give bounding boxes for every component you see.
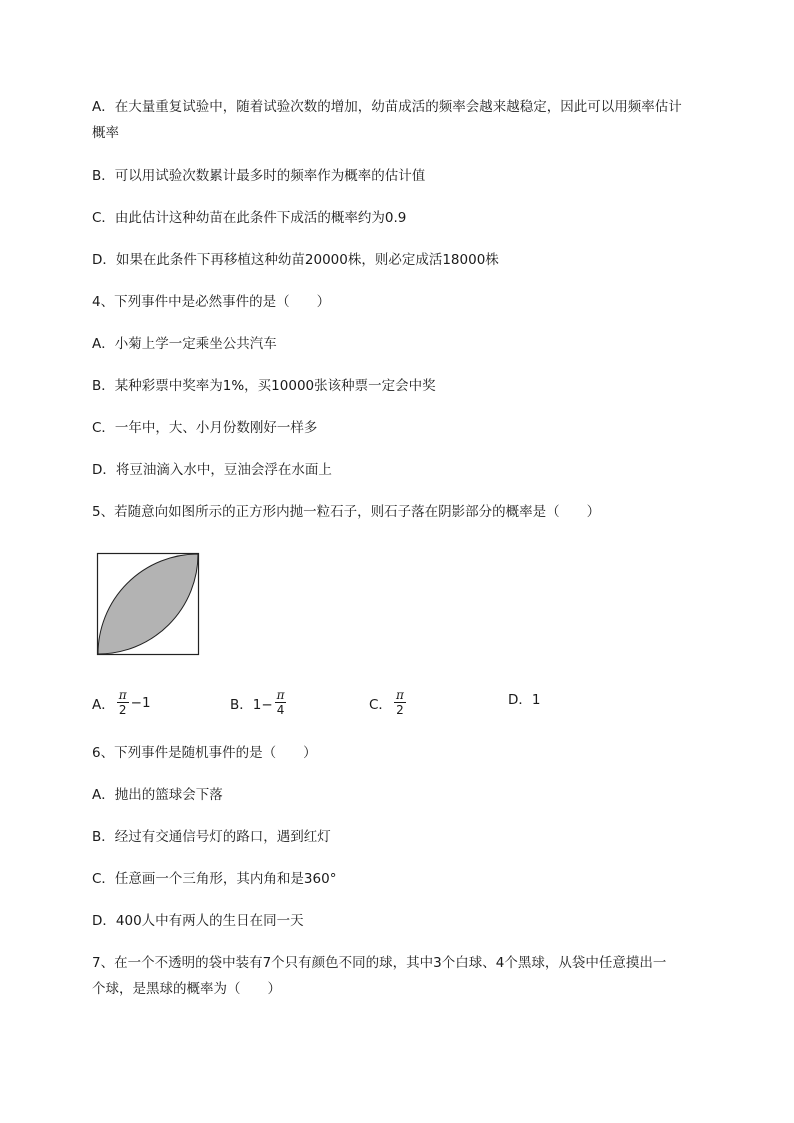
q5-option-a bbox=[92, 688, 151, 718]
pi-over-4-fraction bbox=[275, 688, 287, 718]
q4-stem: 4、下列事件中是必然事件的是（ ） bbox=[92, 294, 331, 310]
q6-option-c: C．任意画一个三角形，其内角和是360° bbox=[92, 871, 337, 887]
q3-option-b: B．可以用试验次数累计最多时的频率作为概率的估计值 bbox=[92, 168, 426, 184]
q5-square-figure bbox=[96, 552, 200, 660]
q5-option-b-prefix: B．1− bbox=[230, 697, 273, 713]
q5-option-d bbox=[508, 688, 540, 708]
q3-option-d: D．如果在此条件下再移植这种幼苗20000株，则必定成活18000株 bbox=[92, 252, 499, 268]
fraction-numerator: π bbox=[395, 688, 404, 702]
q7-stem-line2: 个球，是黑球的概率为（ ） bbox=[92, 981, 281, 997]
q3-option-a-line2: 概率 bbox=[92, 125, 119, 141]
pi-over-2-fraction bbox=[117, 688, 129, 718]
q5-option-b bbox=[230, 688, 289, 718]
q5-option-a-suffix: −1 bbox=[130, 695, 151, 711]
q6-option-d: D．400人中有两人的生日在同一天 bbox=[92, 913, 304, 929]
q5-option-c-prefix: C． bbox=[369, 697, 392, 713]
q4-option-a: A．小菊上学一定乘坐公共汽车 bbox=[92, 336, 277, 352]
fraction-numerator: π bbox=[276, 688, 285, 702]
fraction-denominator: 2 bbox=[396, 703, 404, 717]
q6-option-b: B．经过有交通信号灯的路口，遇到红灯 bbox=[92, 829, 331, 845]
q6-option-a: A．抛出的篮球会下落 bbox=[92, 787, 223, 803]
fraction-denominator: 2 bbox=[118, 703, 127, 717]
pi-over-2-fraction bbox=[394, 688, 406, 718]
fraction-denominator: 4 bbox=[276, 703, 285, 717]
q6-stem: 6、下列事件是随机事件的是（ ） bbox=[92, 745, 317, 761]
shaded-lens-region bbox=[98, 554, 198, 654]
q5-option-d-text: D．1 bbox=[508, 692, 541, 708]
q3-option-c: C．由此估计这种幼苗在此条件下成活的概率约为0.9 bbox=[92, 210, 407, 226]
q7-stem-line1: 7、在一个不透明的袋中装有7个只有颜色不同的球，其中3个白球、4个黑球，从袋中任意摸出一 bbox=[92, 955, 667, 971]
q4-option-c: C．一年中，大、小月份数刚好一样多 bbox=[92, 420, 318, 436]
q3-option-a-line1: A．在大量重复试验中，随着试验次数的增加，幼苗成活的频率会越来越稳定，因此可以用频率估计 bbox=[92, 99, 682, 115]
q4-option-d: D．将豆油滴入水中，豆油会浮在水面上 bbox=[92, 462, 332, 478]
square-with-shaded-lens-diagram bbox=[96, 552, 200, 656]
q5-option-a-prefix: A． bbox=[92, 697, 115, 713]
q5-stem: 5、若随意向如图所示的正方形内抛一粒石子，则石子落在阴影部分的概率是（ ） bbox=[92, 504, 601, 520]
q4-option-b: B．某种彩票中奖率为1%，买10000张该种票一定会中奖 bbox=[92, 378, 436, 394]
fraction-numerator: π bbox=[118, 688, 127, 702]
q5-option-c bbox=[369, 688, 408, 718]
